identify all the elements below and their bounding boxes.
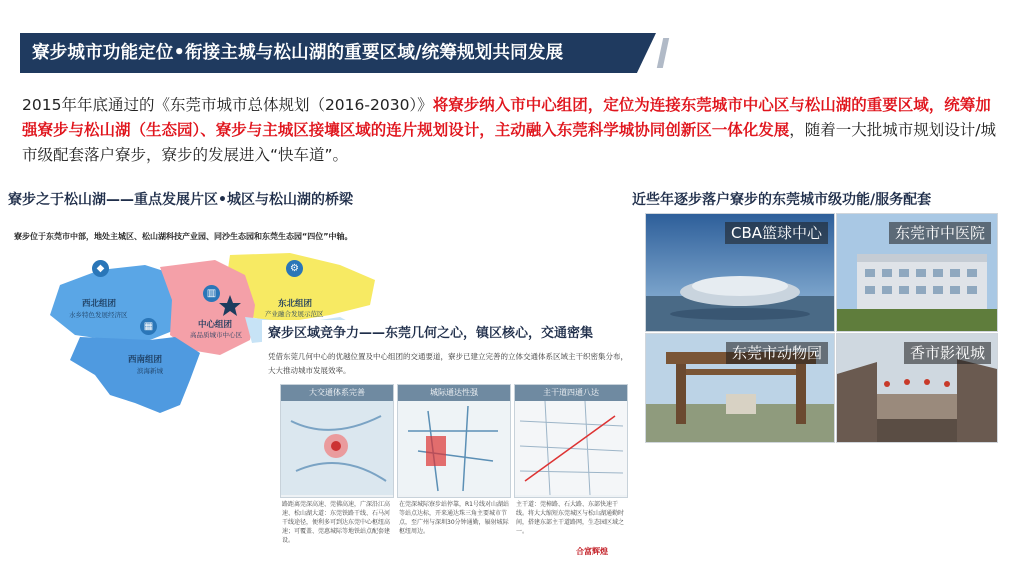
- photo-hospital: [836, 213, 998, 332]
- city-icon: ▦: [140, 318, 157, 335]
- zone-label-center: 中心组团: [198, 320, 233, 330]
- zone-sub-southwest: 滨海新城: [137, 367, 163, 375]
- card-head: 城际通达性强: [398, 385, 510, 401]
- intro-paragraph: [22, 93, 1002, 168]
- photo-film-town: [836, 333, 998, 443]
- card-roads: [514, 384, 628, 498]
- banner-accent: [657, 38, 669, 68]
- zone-sub-center: 高品质城市中心区: [190, 331, 242, 339]
- intro-text-1: 2015年年底通过的《东莞市城市总体规划（2016-2030）》: [22, 96, 433, 114]
- right-section-title: 近些年逐步落户寮步的东莞城市级功能/服务配套: [632, 192, 932, 208]
- page-title: 寮步城市功能定位•衔接主城与松山湖的重要区域/统筹规划共同发展: [32, 43, 564, 63]
- card-head: 主干道四通八达: [515, 385, 627, 401]
- zone-sub-northwest: 水乡特色发展经济区: [69, 311, 128, 319]
- zone-sub-northeast: 产业融合发展示范区: [265, 310, 324, 318]
- panel-text: 凭借东莞几何中心的优越位置及中心组团的交通要道，寮步已建立完善的立体交通体系区域主干织密集分布，大大推动城市发展效率。: [268, 352, 628, 375]
- card-traffic-system: [280, 384, 394, 498]
- zone-label-northeast: 东北组团: [278, 299, 313, 309]
- map-zone-southwest: [70, 337, 200, 413]
- photo-label-film-town: 香市影视城: [904, 342, 991, 364]
- photo-label-zoo: 东莞市动物园: [726, 342, 828, 364]
- traffic-map-thumb: [281, 401, 393, 495]
- road-map-thumb: [515, 401, 627, 495]
- rail-map-thumb: [398, 401, 510, 495]
- panel-title: 寮步区域竞争力——东莞几何之心，镇区核心，交通密集: [268, 326, 594, 341]
- photo-zoo: [645, 333, 835, 443]
- left-section-title: 寮步之于松山湖——重点发展片区•城区与松山湖的桥梁: [8, 192, 353, 208]
- photo-cba-center: [645, 213, 835, 332]
- company-logo: 合富辉煌: [576, 547, 608, 556]
- card-desc: 路距离莞深高速、莞佛高速，广深沿江高速、松山湖大道：东莞铁路干线、石马河干线途径，便利多可到达东莞中心枢纽高速；可覆盖、莞惠城际等地铁站点配套建设。: [282, 501, 391, 544]
- intro-highlight: 将寮步纳入市中心组团，定位为连接东莞城市中心区与松山湖的重要区域，统筹加强寮步与松山湖（生态园）、寮步与主城区接壤区域的连片规划设计，主动融入东莞科学城协同创新区一体化发展: [22, 96, 991, 139]
- card-head: 大交通体系完善: [281, 385, 393, 401]
- photo-label-hospital: 东莞市中医院: [889, 222, 991, 244]
- zone-label-southwest: 西南组团: [128, 355, 163, 365]
- card-desc: 主干道：莞樟路、石大路、东部快速干线。将大大缩短东莞城区与松山湖通勤时间，搭建东部主干道路网，生态园区域之一。: [516, 501, 625, 535]
- water-drop-icon: ◆: [92, 260, 109, 277]
- building-icon: ▥: [203, 285, 220, 302]
- zone-label-northwest: 西北组团: [82, 299, 117, 309]
- map-caption: 寮步位于东莞市中部，地处主城区、松山湖科技产业园、同沙生态园和东莞生态园“四位”中轴。: [14, 232, 353, 241]
- gear-icon: ⚙: [286, 260, 303, 277]
- card-intercity: [397, 384, 511, 498]
- card-desc: 在莞深城际寮步站停靠，R1号线对山湖站等站点达标，开来通达珠三角主要城市节点，至广州与深圳30分钟通勤，辐射城际枢纽周边。: [399, 501, 509, 535]
- intro-text-2: ，随着一大批城市规划设计/城市级配套落户寮步，寮步的发展进入“快车道”。: [22, 121, 996, 164]
- photo-label-cba: CBA篮球中心: [725, 222, 828, 244]
